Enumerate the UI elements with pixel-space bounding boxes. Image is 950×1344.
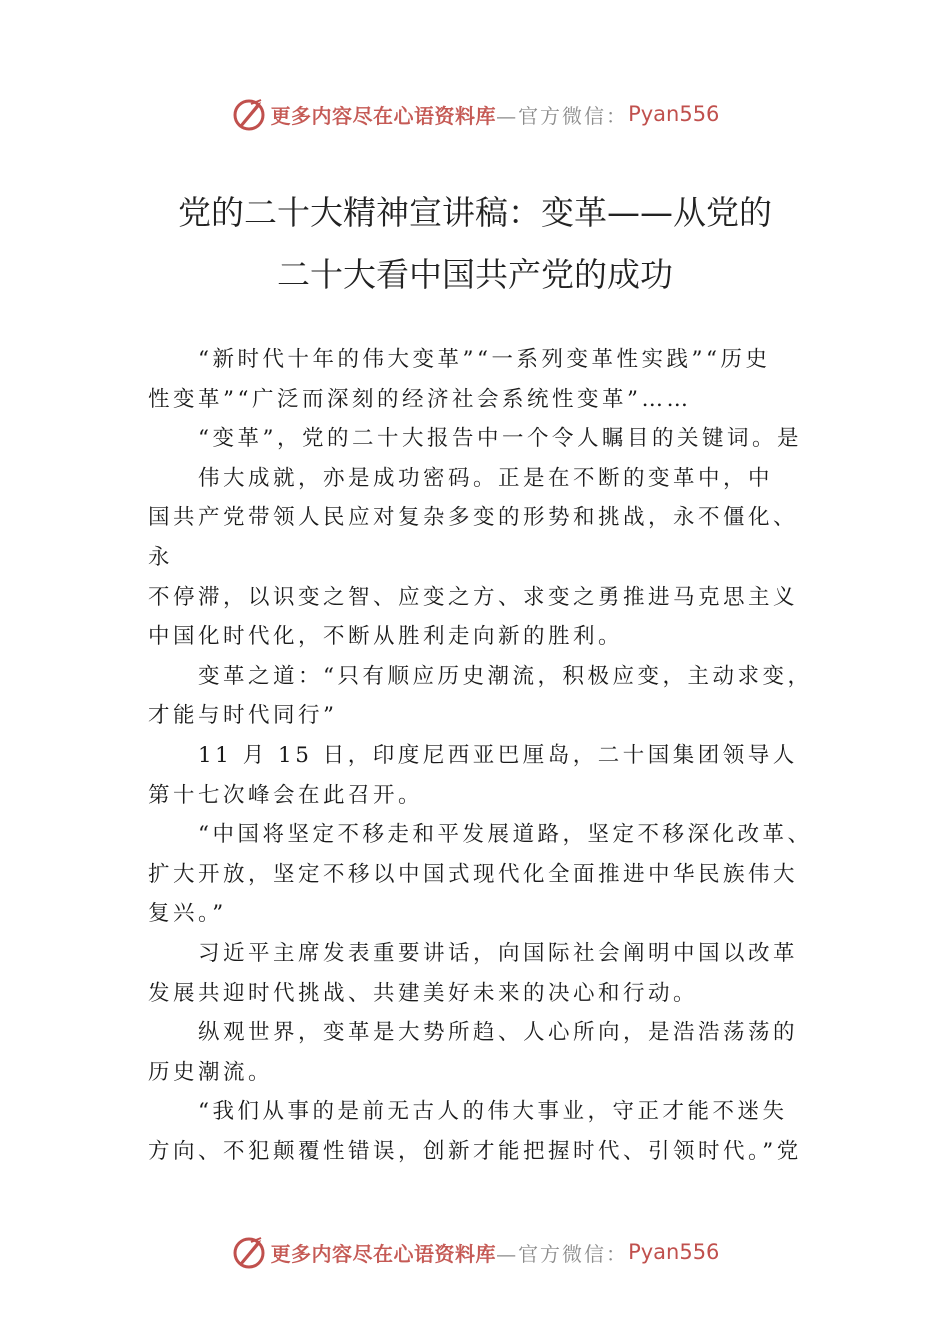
body-line: 变革之道：“只有顺应历史潮流，积极应变，主动求变， bbox=[198, 663, 813, 689]
body-line: “变革”，党的二十大报告中一个令人瞩目的关键词。是 bbox=[198, 426, 802, 452]
banner-text-wechat: —官方微信： bbox=[496, 103, 629, 128]
body-line: 方向、不犯颠覆性错误，创新才能把握时代、引领时代。”党 bbox=[148, 1138, 802, 1164]
body-line: 第十七次峰会在此召开。 bbox=[148, 782, 424, 808]
body-line: 中国化时代化，不断从胜利走向新的胜利。 bbox=[148, 624, 624, 650]
footer-watermark bbox=[0, 1232, 950, 1272]
banner-text-id: Pyan556 bbox=[628, 1240, 720, 1264]
body-line: 历史潮流。 bbox=[148, 1059, 274, 1085]
banner-text-main: 更多内容尽在心语资料库 bbox=[270, 103, 497, 128]
body-line: 发展共迎时代挑战、共建美好未来的决心和行动。 bbox=[148, 980, 699, 1006]
body-line: 扩大开放，坚定不移以中国式现代化全面推进中华民族伟大 bbox=[148, 861, 799, 887]
quill-logo-icon bbox=[231, 1234, 267, 1270]
body-line: 纵观世界，变革是大势所趋、人心所向，是浩浩荡荡的 bbox=[198, 1020, 799, 1046]
document-title bbox=[0, 182, 950, 306]
document-body bbox=[148, 340, 816, 1171]
title-line-1: 党的二十大精神宣讲稿：变革——从党的 bbox=[178, 193, 772, 232]
body-line: 才能与时代同行” bbox=[148, 703, 338, 729]
body-line: “中国将坚定不移走和平发展道路，坚定不移深化改革、 bbox=[198, 822, 813, 848]
body-line: 复兴。” bbox=[148, 901, 227, 927]
body-line: 习近平主席发表重要讲话，向国际社会阐明中国以改革 bbox=[198, 940, 799, 966]
quill-logo-icon bbox=[231, 96, 267, 132]
body-line: “我们从事的是前无古人的伟大事业，守正才能不迷失 bbox=[198, 1099, 788, 1125]
body-line: 11 月 15 日，印度尼西亚巴厘岛，二十国集团领导人 bbox=[198, 742, 798, 768]
body-line: 不停滞，以识变之智、应变之方、求变之勇推进马克思主义 bbox=[148, 584, 799, 610]
body-line: “新时代十年的伟大变革”“一系列变革性实践”“历史 bbox=[198, 347, 771, 372]
body-line: 性变革”“广泛而深刻的经济社会系统性变革”…… bbox=[148, 386, 692, 412]
body-line: 伟大成就，亦是成功密码。正是在不断的变革中，中 bbox=[198, 465, 774, 491]
banner-text-main: 更多内容尽在心语资料库 bbox=[270, 1241, 497, 1266]
banner-text-id: Pyan556 bbox=[628, 102, 720, 126]
banner-text-wechat: —官方微信： bbox=[496, 1241, 629, 1266]
header-watermark bbox=[0, 94, 950, 134]
title-line-2: 二十大看中国共产党的成功 bbox=[277, 255, 673, 294]
body-line: 国共产党带领人民应对复杂多变的形势和挑战，永不僵化、 永 bbox=[148, 505, 799, 570]
